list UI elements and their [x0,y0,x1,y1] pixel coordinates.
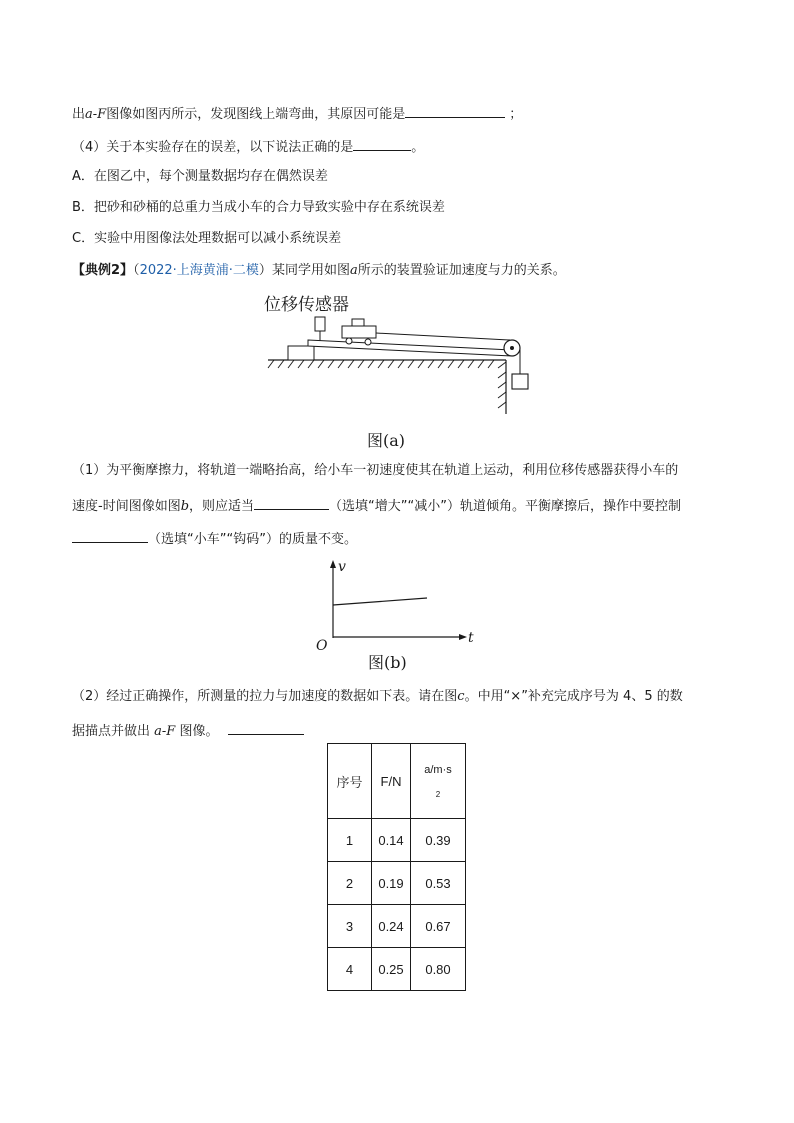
example-2-heading: 【典例2】（2022·上海黄浦·二模）某同学用如图a所示的装置验证加速度与力的关系。 [72,263,566,278]
table-row [328,819,466,862]
data-table [327,743,466,991]
question-4: （4）关于本实验存在的误差，以下说法正确的是 。 [72,136,424,157]
answer-blank-reason[interactable] [405,103,505,118]
sensor-label: 位移传感器 [264,295,349,315]
answer-blank-mass[interactable] [72,528,148,543]
answer-blank-graph[interactable] [228,720,304,735]
question-1-line-1: （1）为平衡摩擦力，将轨道一端略抬高，给小车一初速度使其在轨道上运动，利用位移传感器获得小车的 [72,463,679,478]
question-2-line-2: 据描点并做出 a-F 图像。 [72,720,304,741]
cell-index: 3 [328,905,372,948]
x-axis-label: t [468,630,474,646]
cell-force: 0.14 [372,819,411,862]
text-line-curve-reason: 出a-F图像如图丙所示，发现图线上端弯曲，其原因可能是 ； [72,103,522,124]
cell-force: 0.19 [372,862,411,905]
answer-blank-q4[interactable] [353,136,411,151]
question-2-line-1: （2）经过正确操作，所测量的拉力与加速度的数据如下表。请在图c。中用“×”补充完成序号为 4、5 的数 [72,689,683,704]
option-a[interactable]: A．在图乙中，每个测量数据均存在偶然误差 [72,169,328,184]
table-row [328,905,466,948]
figure-b-caption: 图(b) [368,653,407,672]
table-row [328,862,466,905]
figure-a-apparatus [260,288,540,418]
option-b[interactable]: B．把砂和砂桶的总重力当成小车的合力导致实验中存在系统误差 [72,200,445,215]
table-header-row [328,744,466,819]
figure-b-vt-graph [310,558,482,652]
header-acceleration: a/m·s 2 [411,744,466,819]
source-link[interactable]: 2022·上海黄浦·二模 [139,263,259,278]
answer-blank-angle[interactable] [254,495,329,510]
option-c[interactable]: C．实验中用图像法处理数据可以减小系统误差 [72,231,342,246]
header-force: F/N [372,744,411,819]
header-index: 序号 [328,744,372,819]
question-1-line-3: （选填“小车”“钩码”）的质量不变。 [72,528,357,549]
cell-index: 2 [328,862,372,905]
origin-label: O [316,638,328,652]
figure-a-caption: 图(a) [367,431,406,450]
question-1-line-2: 速度-时间图像如图b，则应适当 （选填“增大”“减小”）轨道倾角。平衡摩擦后，操作中要控制 [72,495,681,516]
vt-line [333,598,427,605]
cell-index: 1 [328,819,372,862]
cell-acceleration: 0.80 [411,948,466,991]
cell-acceleration: 0.39 [411,819,466,862]
y-axis-label: v [338,559,346,575]
cell-force: 0.24 [372,905,411,948]
cell-index: 4 [328,948,372,991]
table-row [328,948,466,991]
cell-acceleration: 0.53 [411,862,466,905]
cell-acceleration: 0.67 [411,905,466,948]
cell-force: 0.25 [372,948,411,991]
